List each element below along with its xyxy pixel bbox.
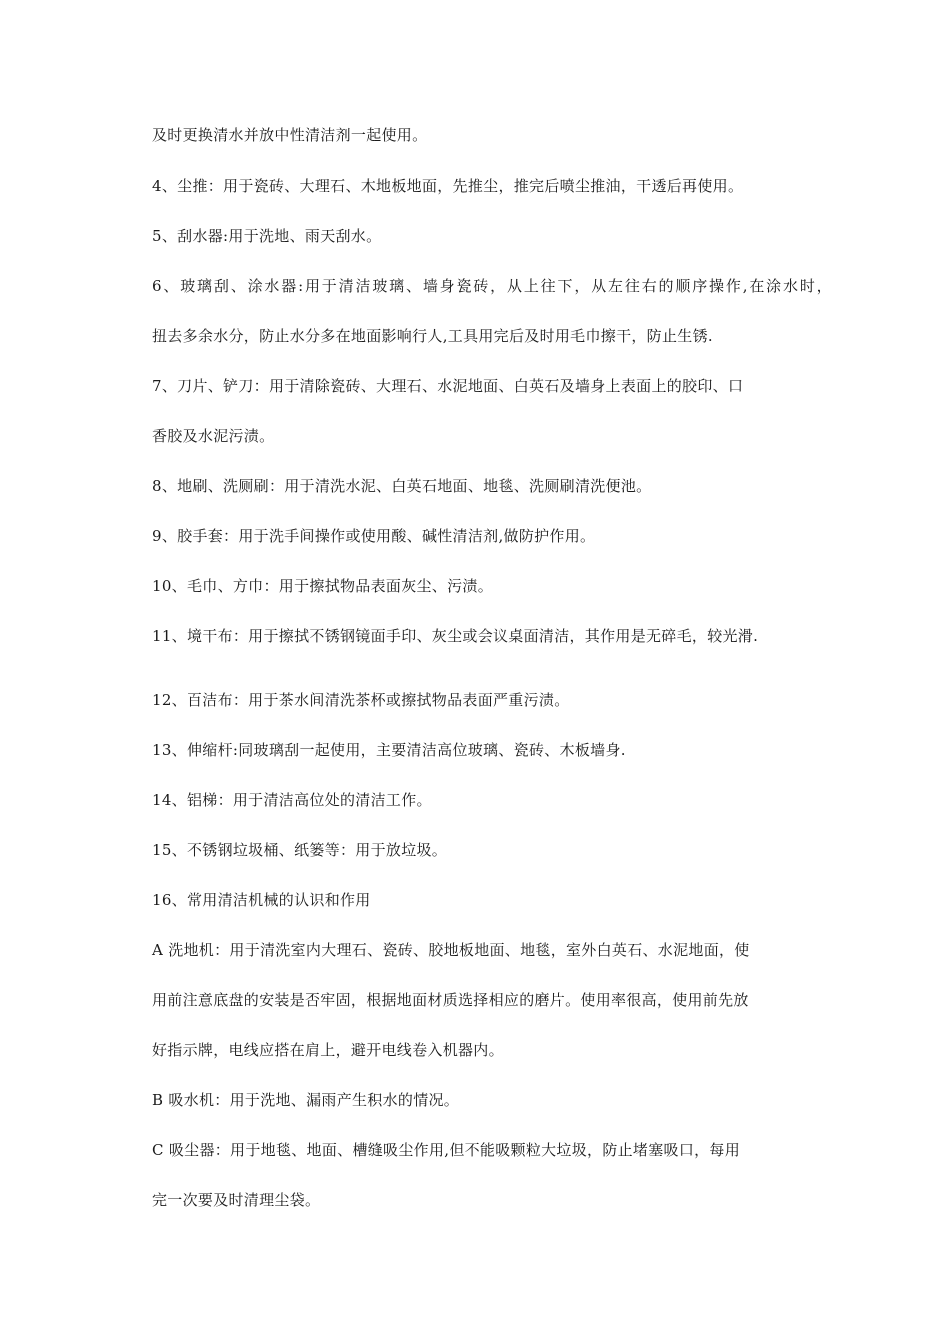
text-line: 8、地刷、洗厕刷：用于清洗水泥、白英石地面、地毯、洗厕刷清洗便池。 <box>152 477 652 495</box>
text-line: 及时更换清水并放中性清洁剂一起使用。 <box>152 126 428 144</box>
text-line: 9、胶手套：用于洗手间操作或使用酸、碱性清洁剂,做防护作用。 <box>152 527 596 545</box>
text-line: 用前注意底盘的安装是否牢固，根据地面材质选择相应的磨片。使用率很高，使用前先放 <box>152 991 749 1009</box>
text-line: 11、境干布：用于擦拭不锈钢镜面手印、灰尘或会议桌面清洁，其作用是无碎毛，较光滑. <box>152 627 759 645</box>
text-line: 扭去多余水分，防止水分多在地面影响行人,工具用完后及时用毛巾擦干，防止生锈. <box>152 327 713 345</box>
text-line: 5、刮水器:用于洗地、雨天刮水。 <box>152 227 382 245</box>
text-line: 香胶及水泥污渍。 <box>152 427 275 445</box>
text-line: C 吸尘器：用于地毯、地面、槽缝吸尘作用,但不能吸颗粒大垃圾，防止堵塞吸口，每用 <box>152 1141 741 1159</box>
text-line: 好指示牌，电线应搭在肩上，避开电线卷入机器内。 <box>152 1041 504 1059</box>
text-line: 12、百洁布：用于茶水间清洗茶杯或擦拭物品表面严重污渍。 <box>152 691 570 709</box>
section-heading: 16、常用清洁机械的认识和作用 <box>152 891 371 909</box>
text-line: 7、刀片、铲刀：用于清除瓷砖、大理石、水泥地面、白英石及墙身上表面上的胶印、口 <box>152 377 744 395</box>
text-line: 10、毛巾、方巾：用于擦拭物品表面灰尘、污渍。 <box>152 577 493 595</box>
text-line: 6、玻璃刮、涂水器:用于清洁玻璃、墙身瓷砖，从上往下，从左往右的顺序操作,在涂水时， <box>152 277 832 295</box>
text-line: 14、铝梯：用于清洁高位处的清洁工作。 <box>152 791 432 809</box>
text-line: 15、不锈钢垃圾桶、纸篓等：用于放垃圾。 <box>152 841 448 859</box>
text-line: A 洗地机：用于清洗室内大理石、瓷砖、胶地板地面、地毯，室外白英石、水泥地面，使 <box>152 941 750 959</box>
text-line: B 吸水机：用于洗地、漏雨产生积水的情况。 <box>152 1091 460 1109</box>
text-line: 4、尘推：用于瓷砖、大理石、木地板地面，先推尘，推完后喷尘推油，干透后再使用。 <box>152 177 744 195</box>
text-line: 完一次要及时清理尘袋。 <box>152 1191 321 1209</box>
text-line: 13、伸缩杆:同玻璃刮一起使用，主要清洁高位玻璃、瓷砖、木板墙身. <box>152 741 626 759</box>
